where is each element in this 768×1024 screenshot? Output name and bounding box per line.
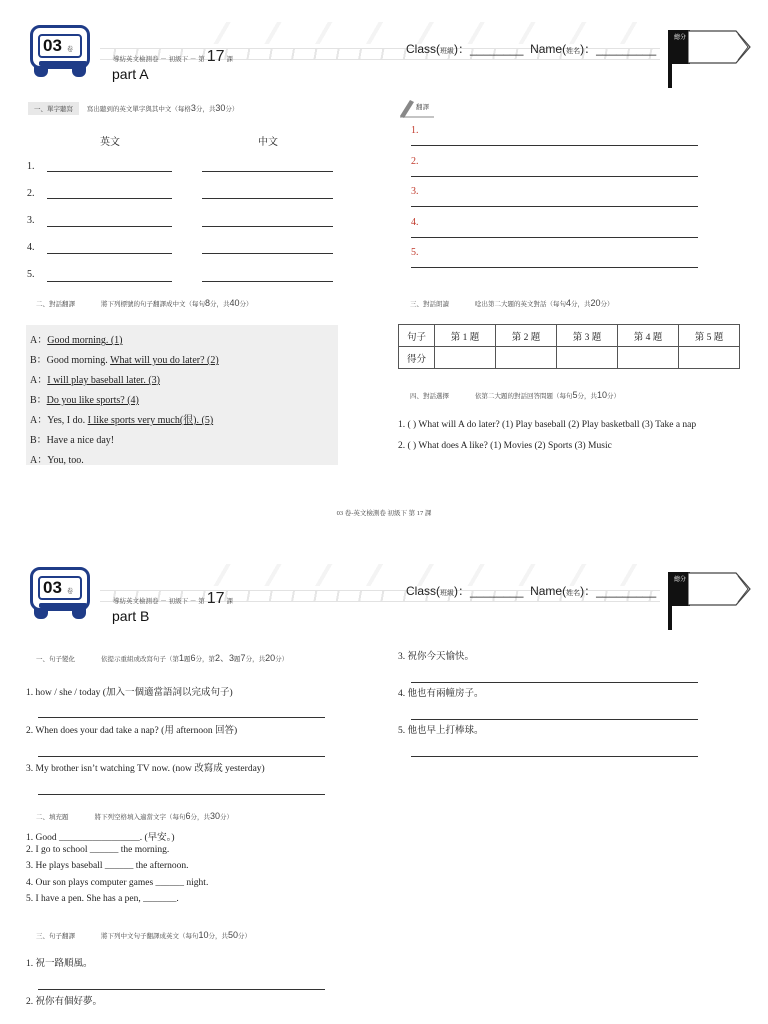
mc-question: 1. ( ) What will A do later? (1) Play baseball (2) Play basketball (3) Take a nap [398, 420, 697, 430]
score-cell[interactable] [496, 347, 557, 369]
class-name-field: Class(班級)：________ Name(姓名)：_________ [406, 584, 657, 598]
answer-line[interactable] [38, 989, 325, 990]
flag-arrow-icon [688, 572, 752, 606]
table-row [399, 325, 740, 347]
answer-line[interactable] [202, 198, 333, 199]
translation-number: 3. [411, 186, 419, 197]
score-label: 總分 [670, 30, 690, 64]
col-chinese: 中文 [258, 137, 278, 148]
vocab-number: 1. [27, 161, 35, 172]
page-footer: 03 卷-英文檢測卷 初級下 第 17 課 [336, 510, 432, 517]
translation-line[interactable] [411, 145, 698, 146]
translation-item: 5. 他也早上打棒球。 [398, 726, 484, 736]
score-cell[interactable] [618, 347, 679, 369]
section-1-title: 一、單字聽寫 寫出聽到的英文單字與其中文（每格3分，共30分） [28, 102, 238, 115]
fill-item: 4. Our son plays computer games ______ night. [26, 878, 209, 888]
dialog-line: A：You, too. [30, 455, 84, 466]
rewrite-item: 3. My brother isn’t watching TV now. (now 改寫成 yesterday) [26, 764, 265, 774]
answer-line[interactable] [38, 794, 325, 795]
score-flag [668, 30, 752, 66]
answer-line[interactable] [47, 281, 172, 282]
table-row [399, 347, 740, 369]
translation-item: 4. 他也有兩幢房子。 [398, 689, 484, 699]
score-cell[interactable] [557, 347, 618, 369]
translation-line[interactable] [411, 237, 698, 238]
translation-line[interactable] [411, 206, 698, 207]
answer-line[interactable] [38, 756, 325, 757]
fill-item: 1. Good _________________. (早安。) [26, 833, 175, 843]
bus-number: 03 [43, 36, 62, 55]
lesson-number: 17 [206, 48, 225, 65]
translation-number: 4. [411, 217, 419, 228]
table-header-cell: 第 4 題 [618, 325, 679, 347]
section-3-title: 三、對話朗讀 唸出第二大題的英文對話（每句4分，共20分） [410, 298, 614, 308]
table-header-cell: 第 5 題 [679, 325, 740, 347]
vocab-number: 4. [27, 242, 35, 253]
score-table [398, 324, 740, 369]
part-b-header [0, 542, 768, 622]
dialog-line: B：Do you like sports? (4) [30, 395, 139, 406]
part-a-header [0, 0, 768, 80]
translation-label: 翻譯 [416, 104, 429, 111]
rewrite-item: 1. how / she / today (加入一個適當語詞以完成句子) [26, 688, 233, 698]
answer-line[interactable] [47, 226, 172, 227]
answer-line[interactable] [38, 717, 325, 718]
table-header-cell: 第 1 題 [435, 325, 496, 347]
bus-number: 03 [43, 578, 62, 597]
rewrite-item: 2. When does your dad take a nap? (用 afternoon 回答) [26, 726, 238, 736]
vocab-number: 2. [27, 188, 35, 199]
dialog-line: A：Good morning. (1) [30, 335, 123, 346]
fill-item: 3. He plays baseball ______ the afternoon. [26, 861, 189, 871]
b-section-1-title: 一、句子變化 依提示重組或改寫句子（第1題6分，第2、3題7分，共20分） [36, 653, 289, 663]
bus-icon [28, 25, 92, 79]
score-cell[interactable] [435, 347, 496, 369]
dialog-line: A：Yes, I do. I like sports very much(很). (5) [30, 415, 214, 426]
dialog-line: B：Have a nice day! [30, 435, 115, 446]
table-cell: 得分 [399, 347, 435, 369]
answer-line[interactable] [202, 253, 333, 254]
part-title: part A [112, 66, 149, 82]
answer-line[interactable] [47, 253, 172, 254]
translation-item: 3. 祝你今天愉快。 [398, 652, 475, 662]
translation-number: 1. [411, 125, 419, 136]
translation-line[interactable] [411, 267, 698, 268]
score-label: 總分 [670, 572, 690, 606]
score-cell[interactable] [679, 347, 740, 369]
answer-line[interactable] [47, 171, 172, 172]
translation-item: 1. 祝一路順風。 [26, 959, 93, 969]
answer-line[interactable] [202, 281, 333, 282]
score-flag [668, 572, 752, 608]
b-section-2-title: 二、填充題 將下列空格填入適當文字（每句6分，共30分） [36, 811, 234, 821]
mc-question: 2. ( ) What does A like? (1) Movies (2) Sports (3) Music [398, 441, 612, 451]
translation-item: 2. 祝你有個好夢。 [26, 997, 103, 1007]
answer-line[interactable] [411, 756, 698, 757]
translation-line[interactable] [411, 176, 698, 177]
translation-number: 5. [411, 247, 419, 258]
exam-subtitle: 導紡英文檢測卷 － 初級下 － 第 17 課 [113, 590, 234, 607]
col-english: 英文 [100, 137, 120, 148]
bus-icon [28, 567, 92, 621]
table-header-cell: 句子 [399, 325, 435, 347]
bus-vol: 卷 [67, 589, 74, 595]
dialog-box [26, 325, 338, 465]
vocab-number: 3. [27, 215, 35, 226]
answer-line[interactable] [411, 719, 698, 720]
translation-number: 2. [411, 156, 419, 167]
answer-line[interactable] [202, 226, 333, 227]
bus-vol: 卷 [67, 47, 74, 53]
class-name-field: Class(班級)：________ Name(姓名)：_________ [406, 42, 657, 56]
b-section-3-title: 三、句子翻譯 將下列中文句子翻譯成英文（每句10分，共50分） [36, 930, 252, 940]
dialog-line: A：I will play baseball later. (3) [30, 375, 160, 386]
section-4-title: 四、對話選擇 依第二大題的對話回答問題（每句5分，共10分） [410, 390, 621, 400]
table-header-cell: 第 2 題 [496, 325, 557, 347]
exam-subtitle: 導紡英文檢測卷 － 初級下 － 第 17 課 [113, 48, 234, 65]
fill-item: 5. I have a pen. She has a pen, _______. [26, 894, 179, 904]
lesson-number: 17 [206, 590, 225, 607]
section-2-title: 二、對話翻譯 將下列標號的句子翻譯成中文（每句8分，共40分） [36, 298, 253, 308]
answer-line[interactable] [202, 171, 333, 172]
flag-arrow-icon [688, 30, 752, 64]
answer-line[interactable] [47, 198, 172, 199]
part-title: part B [112, 608, 150, 624]
fill-item: 2. I go to school ______ the morning. [26, 845, 170, 855]
answer-line[interactable] [411, 682, 698, 683]
dialog-line: B：Good morning. What will you do later? (2) [30, 355, 219, 366]
vocab-number: 5. [27, 269, 35, 280]
table-header-cell: 第 3 題 [557, 325, 618, 347]
